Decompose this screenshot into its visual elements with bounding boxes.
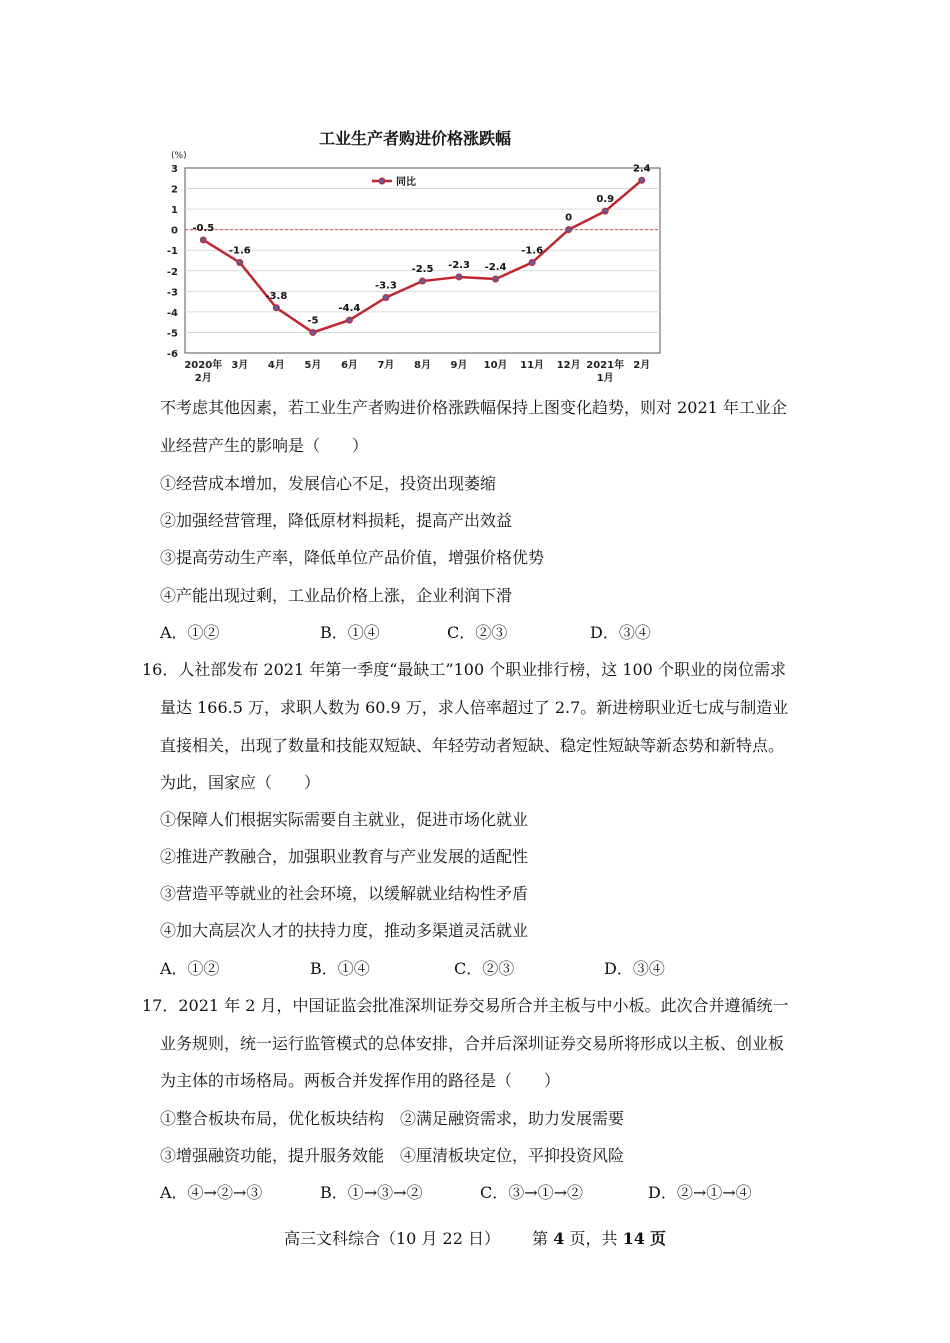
y-tick-label: 3 <box>171 164 178 175</box>
x-tick-label: 7月 <box>377 360 395 371</box>
q16-stem-line-2: 量达 166.5 万，求职人数为 60.9 万，求人倍率超过了 2.7。新进榜职业近七成与制造业 <box>160 698 789 717</box>
y-tick-label: -1 <box>166 246 178 258</box>
x-tick-label: 3月 <box>231 360 249 371</box>
q17-item-row-2: ③增强融资功能，提升服务效能 ④厘清板块定位，平抑投资风险 <box>160 1146 625 1165</box>
q16-item-3: ③营造平等就业的社会环境，以缓解就业结构性矛盾 <box>160 884 529 903</box>
q15-item-3: ③提高劳动生产率，降低单位产品价值，增强价格优势 <box>160 548 545 567</box>
plot-frame <box>185 168 660 353</box>
x-tick-label-line2: 1月 <box>596 373 614 384</box>
x-tick-label: 6月 <box>340 360 358 371</box>
data-point <box>310 329 316 335</box>
data-point <box>529 260 535 266</box>
footer-page-number: 4 <box>553 1229 565 1248</box>
data-point <box>383 295 389 301</box>
footer-exam-title: 高三文科综合（10 月 22 日） <box>284 1229 500 1248</box>
q17-stem-line-1: 17．2021 年 2 月，中国证监会批准深圳证券交易所合并主板与中小板。此次合并遵循统一 <box>142 996 789 1015</box>
q16-stem-line-1: 16．人社部发布 2021 年第一季度“最缺工”100 个职业排行榜，这 100 个职业的岗位需求 <box>142 660 786 679</box>
data-point <box>566 227 572 233</box>
y-tick-label: 0 <box>171 225 178 237</box>
data-label: -1.6 <box>521 245 544 257</box>
data-label: -1.6 <box>228 245 251 257</box>
y-tick-label: -3 <box>166 287 178 299</box>
footer-page-suffix: 页 <box>649 1229 666 1248</box>
data-label: 0.9 <box>596 194 615 206</box>
q15-item-4: ④产能出现过剩，工业品价格上涨，企业利润下滑 <box>160 586 513 605</box>
x-tick-label: 2020年 <box>184 360 223 371</box>
y-tick-label: -5 <box>166 328 178 340</box>
data-point <box>237 260 243 266</box>
q16-option-b: B．①④ <box>310 959 370 978</box>
chart-title: 工业生产者购进价格涨跌幅 <box>318 129 511 148</box>
data-point <box>456 274 462 280</box>
legend-marker <box>379 178 385 184</box>
x-tick-label: 4月 <box>267 360 285 371</box>
q16-item-4: ④加大高层次人才的扶持力度，推动多渠道灵活就业 <box>160 921 529 940</box>
q17-option-a: A．④→②→③ <box>160 1183 263 1202</box>
x-tick-label: 9月 <box>450 360 468 371</box>
q17-option-d: D．②→①→④ <box>648 1183 752 1202</box>
q15-stem-line-2: 业经营产生的影响是（ ） <box>160 436 369 455</box>
data-label: -2.5 <box>411 264 434 276</box>
data-label: 0 <box>565 212 573 224</box>
data-label: -3.8 <box>265 290 288 302</box>
y-tick-label: -6 <box>166 349 178 360</box>
q16-stem-line-4: 为此，国家应（ ） <box>160 773 321 792</box>
q17-stem-line-3: 为主体的市场格局。两板合并发挥作用的路径是（ ） <box>160 1071 561 1090</box>
data-point <box>200 237 206 243</box>
x-tick-label: 8月 <box>414 360 431 371</box>
data-label: -2.4 <box>484 262 507 273</box>
y-axis-unit: (%) <box>171 151 187 161</box>
q17-option-c: C．③→①→② <box>480 1183 584 1202</box>
q15-stem-line-1: 不考虑其他因素，若工业生产者购进价格涨跌幅保持上图变化趋势，则对 2021 年工业企 <box>160 398 787 417</box>
q15-item-1: ①经营成本增加，发展信心不足，投资出现萎缩 <box>160 474 497 493</box>
data-label: 2.4 <box>632 163 651 175</box>
data-label: -3.3 <box>375 280 397 292</box>
data-point <box>273 305 279 311</box>
x-tick-label: 12月 <box>556 360 581 371</box>
q17-item-row-1: ①整合板块布局，优化板块结构 ②满足融资需求，助力发展需要 <box>160 1109 625 1128</box>
data-label: -5 <box>307 315 319 327</box>
y-tick-label: 2 <box>171 184 178 196</box>
legend-label: 同比 <box>396 177 416 188</box>
q16-item-1: ①保障人们根据实际需要自主就业，促进市场化就业 <box>160 810 529 829</box>
data-point <box>346 317 352 323</box>
q15-option-a: A．①② <box>160 623 220 642</box>
q15-option-d: D．③④ <box>590 623 651 642</box>
x-tick-label: 2月 <box>633 360 651 371</box>
data-point <box>420 278 426 284</box>
y-tick-label: -4 <box>166 307 178 319</box>
data-point <box>639 177 645 183</box>
q16-item-2: ②推进产教融合，加强职业教育与产业发展的适配性 <box>160 847 529 866</box>
x-tick-label: 11月 <box>520 360 545 371</box>
q15-option-c: C．②③ <box>447 623 508 642</box>
footer-page-mid: 页，共 <box>569 1229 618 1248</box>
y-tick-label: 1 <box>171 205 178 217</box>
x-tick-label: 2021年 <box>586 360 625 371</box>
q16-option-a: A．①② <box>160 959 220 978</box>
q17-stem-line-2: 业务规则，统一运行监管模式的总体安排，合并后深圳证券交易所将形成以主板、创业板 <box>160 1034 785 1053</box>
data-label: -0.5 <box>192 222 215 234</box>
data-point <box>493 276 499 282</box>
q16-stem-line-3: 直接相关，出现了数量和技能双短缺、年轻劳动者短缺、稳定性短缺等新态势和新特点。 <box>160 736 785 755</box>
x-tick-label: 5月 <box>304 360 322 371</box>
data-label: -2.3 <box>448 259 470 271</box>
x-tick-label: 10月 <box>483 360 508 371</box>
chart-svg <box>150 120 680 390</box>
page-footer <box>0 1226 950 1249</box>
q16-option-d: D．③④ <box>604 959 665 978</box>
footer-page-total: 14 <box>622 1229 645 1248</box>
q15-item-2: ②加强经营管理，降低原材料损耗，提高产出效益 <box>160 511 513 530</box>
q15-option-b: B．①④ <box>320 623 380 642</box>
data-point <box>602 208 608 214</box>
data-label: -4.4 <box>338 303 361 315</box>
footer-page-prefix: 第 <box>532 1229 549 1248</box>
x-tick-label-line2: 2月 <box>194 373 212 384</box>
q17-option-b: B．①→③→② <box>320 1183 423 1202</box>
y-tick-label: -2 <box>166 266 178 278</box>
q16-option-c: C．②③ <box>454 959 515 978</box>
price-change-chart <box>150 120 680 390</box>
